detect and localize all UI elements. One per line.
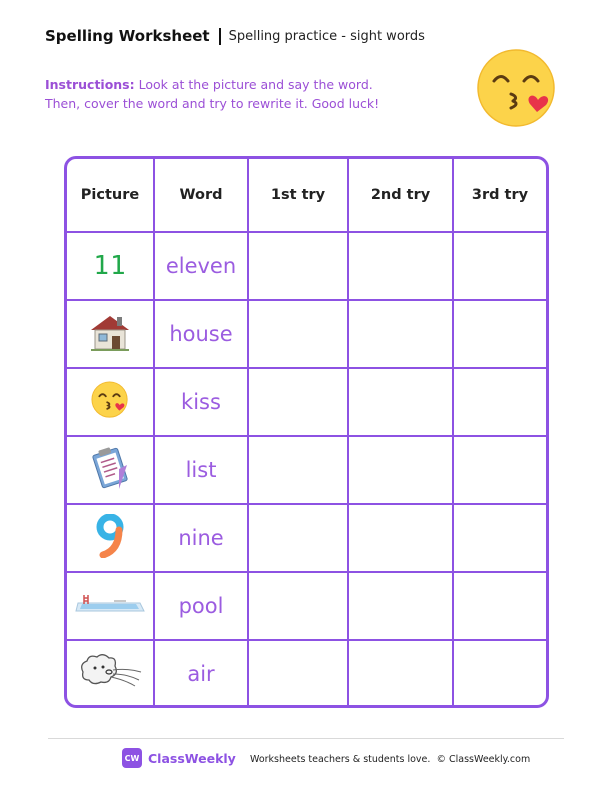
clipboard-list-icon [89,445,131,491]
try-3-cell[interactable] [453,504,546,572]
try-1-cell[interactable] [248,436,348,504]
try-3-cell[interactable] [453,300,546,368]
wind-blowing-icon [75,652,145,692]
classweekly-logo-icon: CW [122,748,142,768]
kissing-face-icon [476,48,558,130]
try-3-cell[interactable] [453,572,546,640]
table-row [67,640,546,707]
table-row [67,300,546,368]
try-3-cell[interactable] [453,640,546,707]
header-2nd-try: 2nd try [348,159,453,232]
instructions [45,75,379,113]
header-3rd-try: 3rd try [453,159,546,232]
word-cell: list [154,436,248,504]
word-cell: house [154,300,248,368]
picture-cell [67,368,154,436]
copyright-text: © ClassWeekly.com [436,754,531,765]
try-2-cell[interactable] [348,436,453,504]
table-row [67,436,546,504]
try-3-cell[interactable] [453,368,546,436]
table-row [67,572,546,640]
spelling-table-frame [64,156,549,708]
worksheet-title: Spelling Worksheet [45,27,210,45]
footer-divider [48,738,564,739]
header-1st-try: 1st try [248,159,348,232]
try-1-cell[interactable] [248,572,348,640]
picture-cell [67,232,154,300]
try-1-cell[interactable] [248,640,348,707]
worksheet-header [45,27,425,45]
picture-cell [67,504,154,572]
try-1-cell[interactable] [248,368,348,436]
table-row [67,368,546,436]
footer-tagline [250,754,530,765]
word-cell: eleven [154,232,248,300]
instructions-line-1: Look at the picture and say the word. [138,77,373,92]
number-nine-icon [95,514,125,558]
try-2-cell[interactable] [348,368,453,436]
try-3-cell[interactable] [453,436,546,504]
instructions-label: Instructions: [45,77,135,92]
try-1-cell[interactable] [248,300,348,368]
picture-cell [67,436,154,504]
table-row [67,232,546,300]
word-cell: kiss [154,368,248,436]
picture-cell [67,640,154,707]
picture-cell [67,300,154,368]
picture-cell [67,572,154,640]
try-2-cell[interactable] [348,572,453,640]
try-3-cell[interactable] [453,232,546,300]
try-2-cell[interactable] [348,232,453,300]
kissing-face-icon [91,381,129,419]
word-cell: air [154,640,248,707]
number-eleven-icon: 11 [93,251,127,281]
word-cell: nine [154,504,248,572]
swimming-pool-icon [74,591,146,617]
word-cell: pool [154,572,248,640]
instructions-line-2: Then, cover the word and try to rewrite it. Good luck! [45,96,380,111]
tagline-text: Worksheets teachers & students love. [250,754,431,765]
table-header-row [67,159,546,232]
header-word: Word [154,159,248,232]
spelling-table [67,159,546,707]
footer-brand [122,748,236,768]
try-2-cell[interactable] [348,504,453,572]
header-picture: Picture [67,159,154,232]
try-2-cell[interactable] [348,640,453,707]
try-2-cell[interactable] [348,300,453,368]
table-row [67,504,546,572]
house-icon [87,312,133,352]
try-1-cell[interactable] [248,232,348,300]
try-1-cell[interactable] [248,504,348,572]
title-divider [219,28,221,45]
brand-name: ClassWeekly [148,750,236,766]
worksheet-subtitle: Spelling practice - sight words [228,28,425,44]
